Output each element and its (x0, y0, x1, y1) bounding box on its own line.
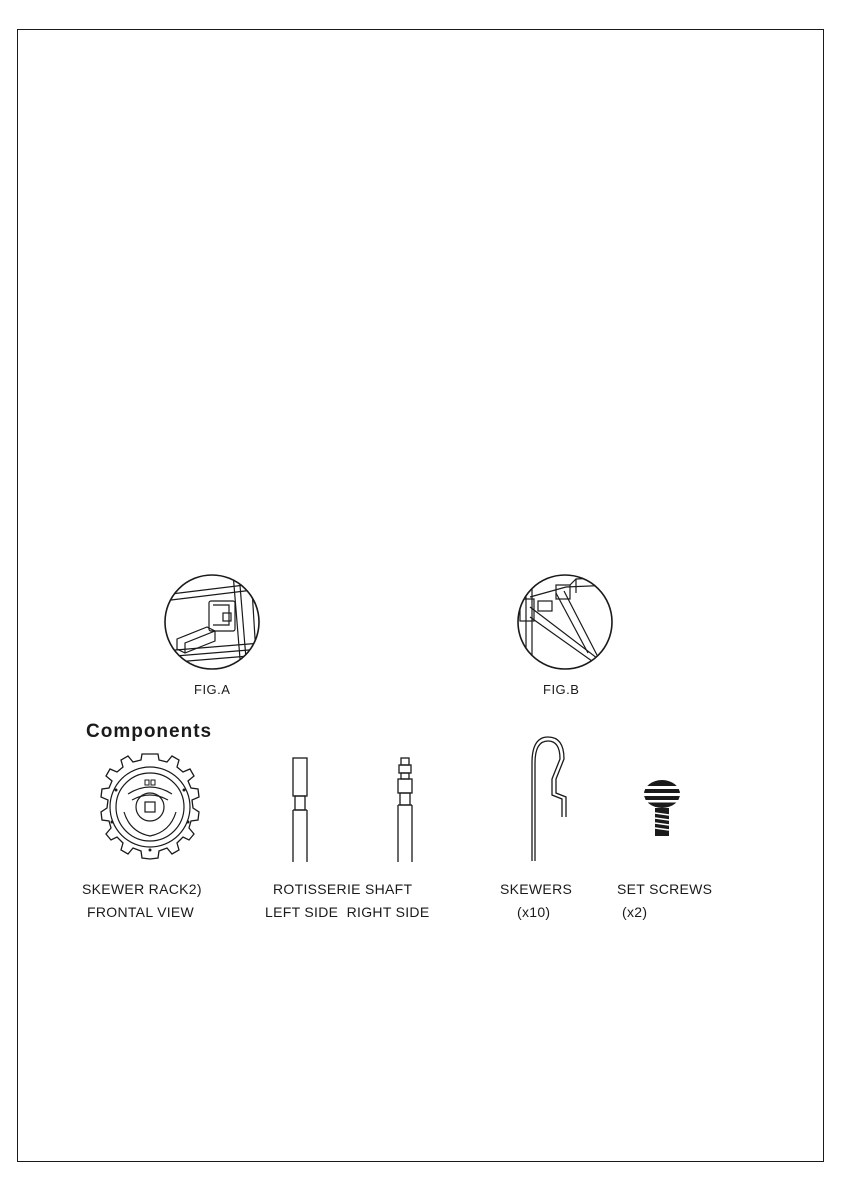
set-screws-caption: SET SCREWS (617, 881, 713, 897)
skewers-caption: SKEWERS (500, 881, 573, 897)
skewer-rack-caption: SKEWER RACK2) (82, 881, 202, 897)
rotisserie-shaft-subcaption: LEFT SIDE RIGHT SIDE (265, 904, 430, 920)
skewer-illustration (522, 733, 582, 863)
skewer-rack-illustration (92, 750, 208, 866)
set-screws-quantity: (x2) (622, 904, 648, 920)
skewers-quantity: (x10) (517, 904, 551, 920)
skewer-rack-subcaption: FRONTAL VIEW (87, 904, 195, 920)
fig-a-illustration (163, 573, 261, 671)
set-screw-illustration (640, 778, 684, 838)
fig-b-label: FIG.B (543, 682, 580, 697)
fig-b-illustration (516, 573, 614, 671)
page-border (17, 29, 824, 1162)
rotisserie-shaft-left-illustration (288, 756, 312, 864)
rotisserie-shaft-right-illustration (393, 756, 417, 864)
fig-a-label: FIG.A (194, 682, 231, 697)
components-heading: Components (86, 721, 213, 742)
rotisserie-shaft-caption: ROTISSERIE SHAFT (273, 881, 413, 897)
